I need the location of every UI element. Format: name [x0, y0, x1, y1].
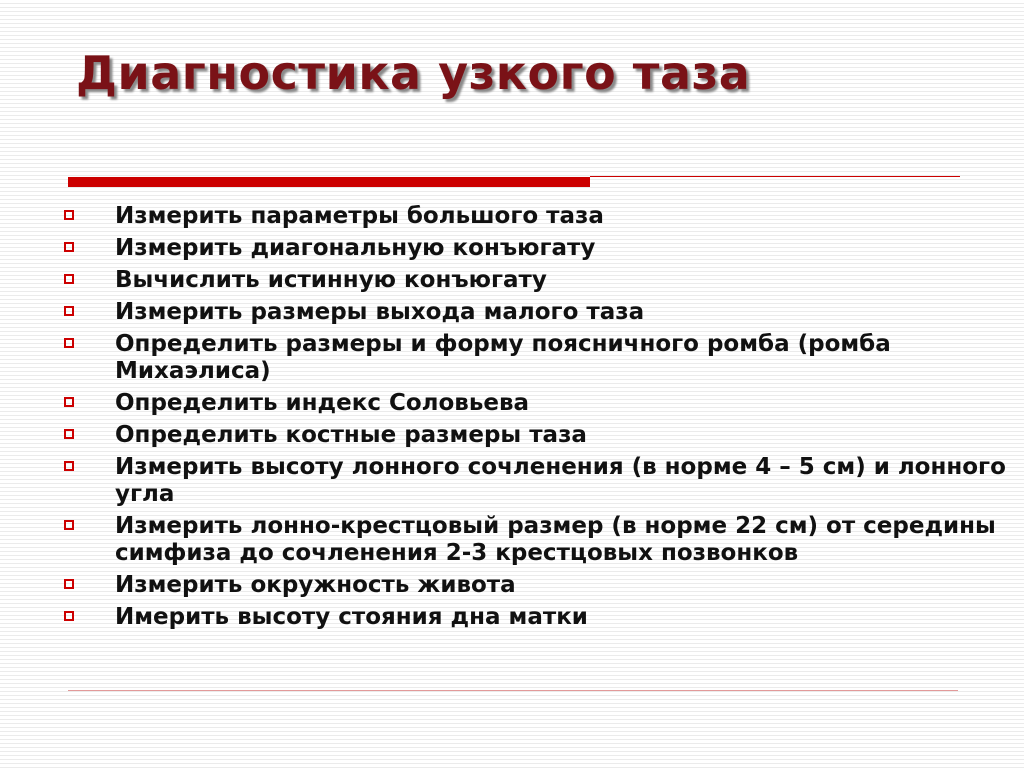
slide-title: Диагностика узкого таза: [76, 46, 751, 100]
bullet-item: [64, 299, 1014, 326]
bullet-item: [64, 235, 1014, 262]
bullet-item: [64, 572, 1014, 599]
bullet-text: Измерить размеры выхода малого таза: [115, 299, 645, 325]
bullet-item: [64, 331, 1014, 385]
bullet-item: [64, 390, 1014, 417]
bullet-item: [64, 422, 1014, 449]
bullet-item: [64, 604, 1014, 631]
bullet-text: Определить индекс Соловьева: [115, 390, 530, 416]
bullet-text: Измерить окружность живота: [115, 572, 516, 598]
square-bullet-icon: [64, 461, 74, 471]
bullet-text: Измерить параметры большого таза: [115, 203, 604, 229]
bullet-text: Определить костные размеры таза: [115, 422, 587, 448]
bullet-item: [64, 513, 1014, 567]
bullet-item: [64, 203, 1014, 230]
bullet-item: [64, 454, 1014, 508]
square-bullet-icon: [64, 210, 74, 220]
square-bullet-icon: [64, 242, 74, 252]
bullet-list: [64, 203, 1014, 636]
title-underline-rule: [590, 176, 960, 177]
square-bullet-icon: [64, 611, 74, 621]
bullet-text: Измерить высоту лонного сочленения (в норме 4 – 5 см) и лонного угла: [115, 454, 1006, 507]
bullet-text: Измерить лонно-крестцовый размер (в норме 22 см) от середины симфиза до сочленения 2-3 крестцовых позвонков: [115, 513, 996, 566]
footer-divider: [68, 690, 958, 691]
bullet-text: Имерить высоту стояния дна матки: [115, 604, 588, 630]
square-bullet-icon: [64, 579, 74, 589]
square-bullet-icon: [64, 429, 74, 439]
bullet-text: Определить размеры и форму поясничного ромба (ромба Михаэлиса): [115, 331, 891, 384]
bullet-text: Вычислить истинную конъюгату: [115, 267, 547, 293]
square-bullet-icon: [64, 520, 74, 530]
square-bullet-icon: [64, 274, 74, 284]
square-bullet-icon: [64, 397, 74, 407]
title-underline-bar: [68, 177, 590, 187]
square-bullet-icon: [64, 306, 74, 316]
bullet-text: Измерить диагональную конъюгату: [115, 235, 596, 261]
bullet-item: [64, 267, 1014, 294]
square-bullet-icon: [64, 338, 74, 348]
